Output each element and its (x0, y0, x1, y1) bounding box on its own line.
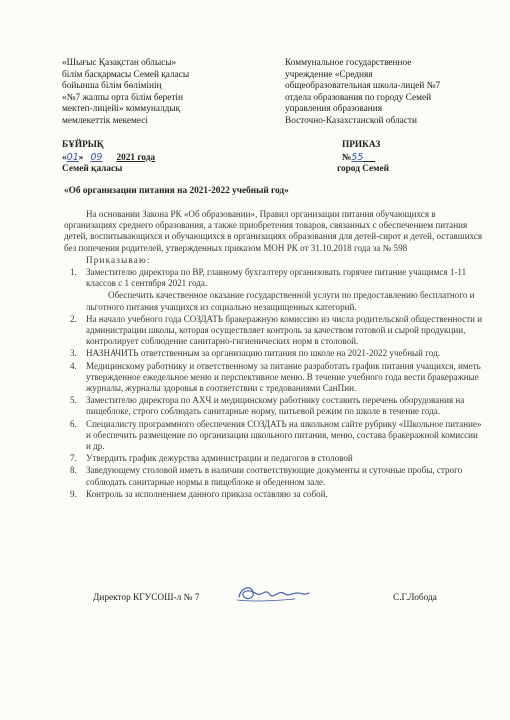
order-item-text: На начало учебного года СОЗДАТЬ бракеражную комиссию из числа родительской общественности и администрации школы, которая осуществляет контроль за качеством готовой и сырой продукции, контролирует соблюдение санитарно-гигиенических норм в столовой. (86, 313, 483, 347)
order-item (64, 267, 484, 289)
header-line: отдела образования по городу Семей (285, 92, 432, 103)
order-item-number: 9. (70, 488, 77, 499)
date-day: 01 (66, 152, 79, 163)
intro-paragraph: На основании Закона РК «Об образовании», Правил организации питания обучающихся в организациях среднего образования, а также приобретения товаров, связанных с обеспечением питания детей, воспитывающихся и обучающихся в организациях образования для детей-сирот и детей, оставшихся без попечения родителей, утвержденных приказом МОН РК от 31.10.2018 года за № 598 (64, 209, 483, 253)
header-line: управления образования (285, 104, 383, 115)
order-label-kz: БҰЙРЫҚ (62, 140, 104, 150)
order-date (62, 152, 155, 164)
order-item-text: Специалисту программного обеспечения СОЗДАТЬ на школьном сайте рубрику «Школьное питание» и обеспечить размещение по организации школьного питания, меню, состава бракеражной комиссии и др. (86, 418, 482, 452)
header-line: «Шығыс Қазақстан облысы» (62, 58, 177, 68)
header-line: «№7 жалпы орта білім беретін (62, 92, 183, 103)
order-item-text: Медицинскому работнику и ответственному за питание разработать график питания учащихся, иметь утвержденное ежедельное меню и перспективное меню. В течение учебного года вести бракеражные журналы, журналы здоровья в соответствии с тредованиями СанПин. (86, 360, 481, 394)
header-line: білім басқармасы Семей қаласы (62, 69, 190, 80)
order-item-number: 3. (70, 348, 77, 359)
city-kz: Семей қаласы (62, 164, 123, 174)
city-ru: город Семей (337, 164, 389, 174)
order-item (64, 395, 484, 417)
handwritten-signature (233, 583, 313, 605)
header-line: учреждение «Средняя (285, 69, 373, 80)
header-russian (285, 58, 485, 128)
order-item (64, 361, 484, 395)
order-item-text: Заместителю директора по АХЧ и медицинскому работнику составить перечень оборудования на пищеблоке, строго соблюдать санитарные норму, питьевой режим по школе в течение года. (86, 395, 465, 417)
order-item (64, 314, 484, 348)
order-item-text: Заведующему столовой иметь в наличии соответствующие документы и суточные пробы, строго соблюдать санитарные нормы в пищеблоке и обеденном зале. (86, 465, 463, 487)
order-item-number: 8. (70, 465, 77, 476)
order-item-number: 7. (70, 453, 77, 464)
prikazyvayu: Приказываю: (86, 254, 151, 265)
order-body (64, 209, 484, 500)
signatory-name: С.Г.Лобода (393, 593, 437, 603)
header-line: Коммунальное государственное (285, 58, 412, 68)
order-item (64, 453, 484, 464)
order-label-ru: ПРИКАЗ (342, 140, 381, 150)
order-item-text: Заместителю директора по ВР, главному бухгалтеру организовать горячее питание учащимся 1-11 классов с 1 сентября 2021 года. (86, 267, 467, 289)
order-item (64, 489, 484, 500)
order-item-number: 1. (70, 267, 77, 278)
header-line: мемлекеттік мекемесі (62, 115, 148, 126)
order-item-number: 5. (70, 395, 77, 406)
order-item-number: 6. (70, 418, 77, 429)
order-item-number: 4. (70, 360, 77, 371)
date-year: 2021 года (116, 153, 156, 163)
order-item (64, 348, 484, 359)
signature-label: Директор КГУСОШ-л № 7 (93, 593, 200, 603)
order-item (64, 419, 484, 453)
header-kazakh (62, 58, 252, 128)
order-item-text: НАЗНАЧИТЬ ответственным за организацию питания по школе на 2021-2022 учебный год. (86, 348, 440, 359)
number-prefix: № (342, 153, 352, 163)
header-line: общеобразовательная школа-лицей №7 (285, 81, 441, 92)
order-title: «Об организации питания на 2021-2022 учебный год» (64, 186, 289, 196)
date-close-quote: » (78, 153, 84, 163)
number-value: 55 (351, 152, 364, 163)
order-item-text: Обеспечить качественное оказание государственной услуги по предоставлению бесплатного и льготного питания учащихся из социально незащищенных категорий. (86, 290, 475, 312)
orders-list (64, 267, 484, 500)
date-open-quote: « (62, 153, 67, 163)
date-month: 09 (90, 152, 103, 163)
order-item-text: Утвердить график дежурства администрации и педагогов в столовой (86, 453, 353, 464)
header-line: мектеп-лицейі» коммуналдық (62, 104, 181, 115)
order-number (342, 152, 375, 164)
signature-block (93, 593, 453, 609)
order-item (64, 465, 484, 487)
header-line: бойынша білім бөлімінің (62, 81, 162, 92)
order-item-number: 2. (70, 313, 77, 324)
order-item (64, 290, 484, 312)
order-item-text: Контроль за исполнением данного приказа оставляю за собой. (86, 488, 328, 499)
header-line: Восточно-Казахстанской области (285, 115, 417, 126)
